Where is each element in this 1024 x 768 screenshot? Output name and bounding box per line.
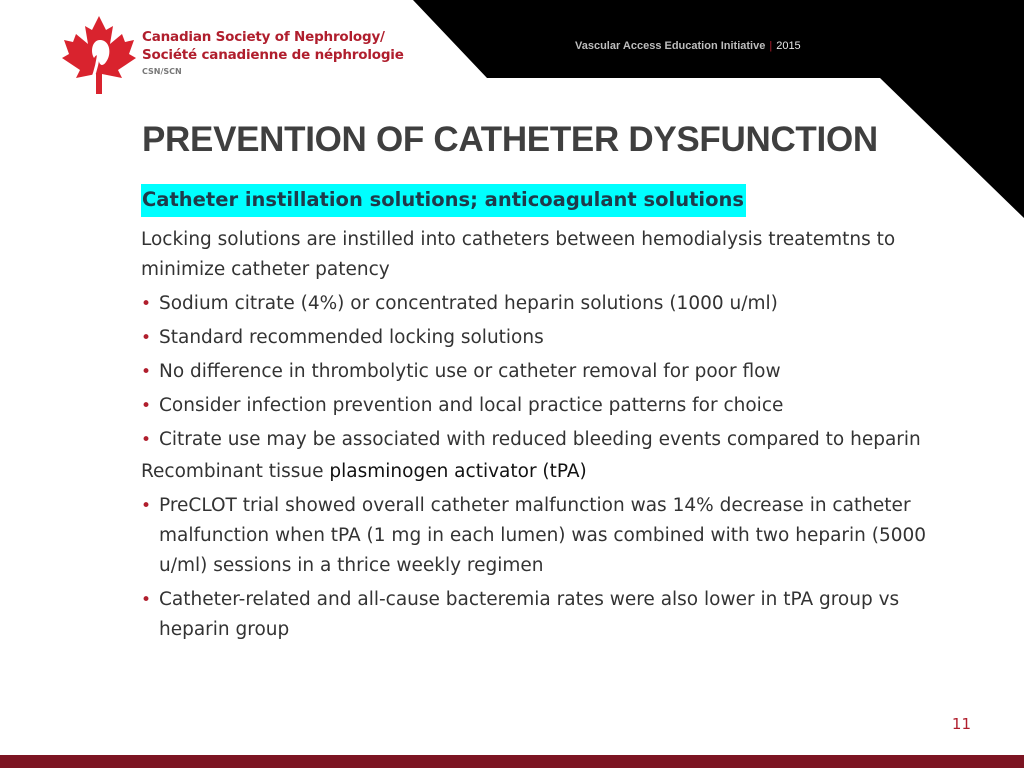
tpa-subheading [141, 457, 971, 487]
bullet-item: • Catheter-related and all-cause bacteremia rates were also lower in tPA group vs heparin group [141, 585, 971, 645]
org-name-en: Canadian Society of Nephrology/ [142, 29, 385, 45]
header-initiative [575, 40, 801, 52]
bullet-item: • Standard recommended locking solutions [141, 323, 971, 353]
subheading-part2: plasminogen activator (tPA) [329, 461, 587, 482]
bullet-item: • Sodium citrate (4%) or concentrated heparin solutions (1000 u/ml) [141, 289, 971, 319]
page-number: 11 [951, 715, 971, 733]
org-name-fr: Société canadienne de néphrologie [142, 47, 404, 63]
slide-content [141, 184, 971, 645]
intro-text: Locking solutions are instilled into catheters between hemodialysis treatemtns to minimize catheter patency [141, 229, 896, 280]
org-abbr: CSN/SCN [142, 67, 182, 76]
initiative-label: Vascular Access Education Initiative [575, 40, 766, 52]
subheading-part1: Recombinant tissue [141, 461, 330, 482]
header-year: 2015 [776, 40, 801, 52]
bullet-list-locking [141, 289, 971, 455]
bullet-item: • PreCLOT trial showed overall catheter malfunction was 14% decrease in catheter malfunction when tPA (1 mg in each lumen) was combined with two heparin (5000 u/ml) sessions in a thrice weekly regimen [141, 491, 971, 581]
bullet-item: • Citrate use may be associated with reduced bleeding events compared to heparin [141, 425, 971, 455]
csn-logo [62, 14, 422, 84]
slide-title: PREVENTION OF CATHETER DYSFUNCTION [142, 120, 878, 159]
footer-bar [0, 755, 1024, 768]
maple-leaf-icon [62, 14, 137, 96]
bullet-item: • No difference in thrombolytic use or catheter removal for poor flow [141, 357, 971, 387]
bullet-list-tpa [141, 491, 971, 645]
header-separator: | [769, 40, 773, 52]
highlighted-heading: Catheter instillation solutions; anticoagulant solutions [141, 184, 746, 217]
bullet-item: • Consider infection prevention and local practice patterns for choice [141, 391, 971, 421]
